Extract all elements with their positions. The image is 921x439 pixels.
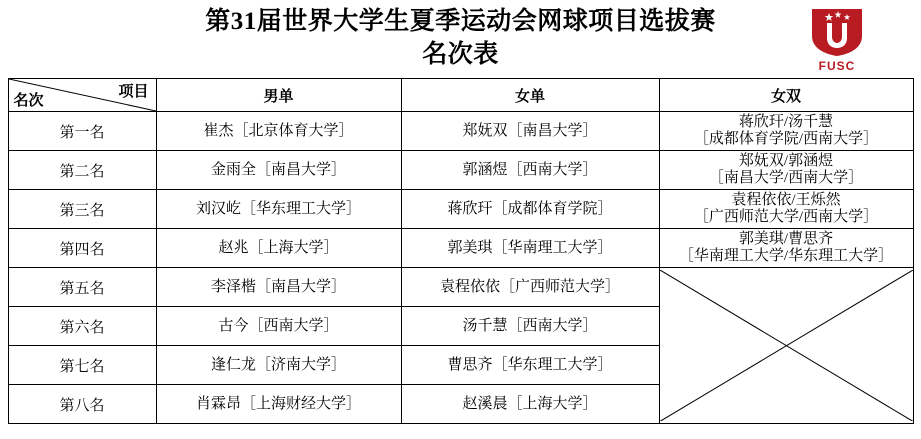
table-row [8,190,913,229]
page-title: 第31届世界大学生夏季运动会网球项目选拔赛 [205,8,716,35]
womens-singles-entry: 汤千慧［西南大学］ [401,307,659,346]
rank-label: 第二名 [8,151,156,190]
column-header-mens-singles: 男单 [156,79,401,112]
womens-singles-entry: 郭涵煜［西南大学］ [401,151,659,190]
womens-doubles-players: 郭美琪/曹思齐 [738,231,834,247]
womens-doubles-schools: ［成都体育学院/西南大学］ [693,131,879,147]
mens-singles-entry: 刘汉屹［华东理工大学］ [156,190,401,229]
mens-singles-entry: 赵兆［上海大学］ [156,229,401,268]
fusc-logo [801,6,873,73]
table-corner-cell [8,79,156,112]
womens-doubles-entry [659,229,913,268]
rank-label: 第三名 [8,190,156,229]
column-header-womens-doubles: 女双 [659,79,913,112]
womens-doubles-players: 袁程依依/王烁然 [731,192,841,208]
rank-label: 第五名 [8,268,156,307]
page-subtitle: 名次表 [422,41,499,68]
logo-text: FUSC [818,59,856,73]
table-row [8,268,913,307]
rank-label: 第八名 [8,385,156,424]
womens-doubles-players: 蒋欣玕/汤千慧 [738,114,834,130]
rank-label: 第七名 [8,346,156,385]
table-row [8,151,913,190]
womens-singles-entry: 曹思齐［华东理工大学］ [401,346,659,385]
shield-icon [809,6,865,58]
corner-row-label: 名次 [13,93,44,109]
column-header-womens-singles: 女单 [401,79,659,112]
womens-singles-entry: 袁程依依［广西师范大学］ [401,268,659,307]
table-row [8,112,913,151]
mens-singles-entry: 古今［西南大学］ [156,307,401,346]
womens-singles-entry: 郑妩双［南昌大学］ [401,112,659,151]
mens-singles-entry: 崔杰［北京体育大学］ [156,112,401,151]
womens-singles-entry: 郭美琪［华南理工大学］ [401,229,659,268]
womens-doubles-players: 郑妩双/郭涵煜 [738,153,834,169]
ranking-table [8,78,914,424]
womens-doubles-empty-cell [659,268,913,424]
womens-doubles-schools: ［南昌大学/西南大学］ [708,170,864,186]
womens-doubles-entry [659,151,913,190]
mens-singles-entry: 李泽楷［南昌大学］ [156,268,401,307]
womens-doubles-schools: ［广西师范大学/西南大学］ [693,209,879,225]
document-title-block [0,0,921,72]
womens-doubles-schools: ［华南理工大学/华东理工大学］ [678,248,894,264]
rank-label: 第六名 [8,307,156,346]
mens-singles-entry: 肖霖昂［上海财经大学］ [156,385,401,424]
mens-singles-entry: 金雨全［南昌大学］ [156,151,401,190]
corner-col-label: 项目 [118,84,149,100]
rank-label: 第一名 [8,112,156,151]
womens-singles-entry: 赵溪晨［上海大学］ [401,385,659,424]
womens-doubles-entry [659,112,913,151]
mens-singles-entry: 逢仁龙［济南大学］ [156,346,401,385]
womens-singles-entry: 蒋欣玕［成都体育学院］ [401,190,659,229]
table-row [8,229,913,268]
rank-label: 第四名 [8,229,156,268]
table-header-row [8,79,913,112]
crossed-out-icon [660,270,913,421]
womens-doubles-entry [659,190,913,229]
